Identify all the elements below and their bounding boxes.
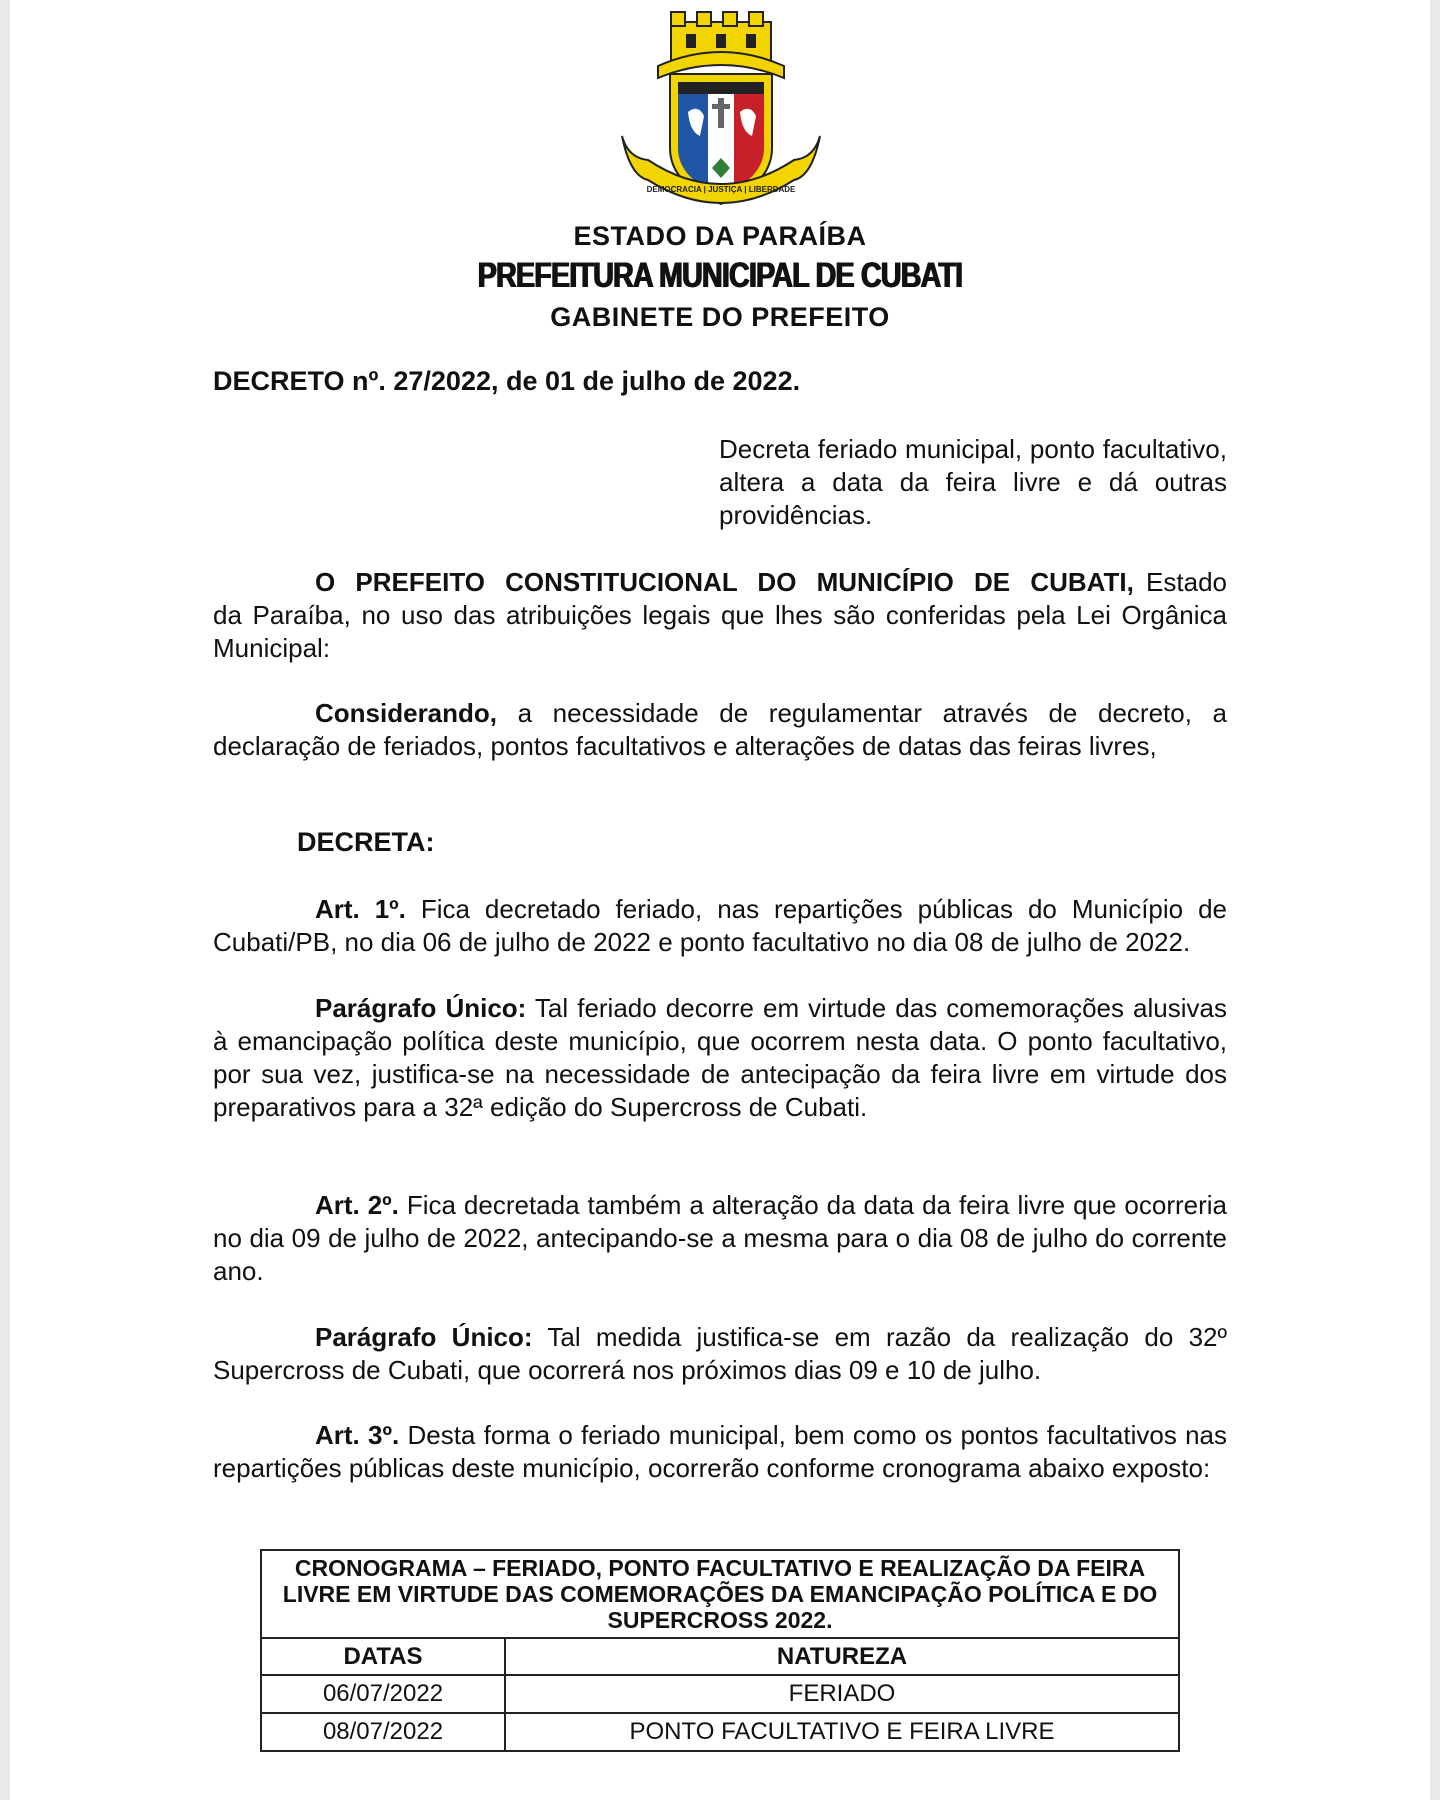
preamble-text: Estado da Paraíba, no uso das atribuições legais que lhes são conferidas pela Lei Orgânica Municipal: xyxy=(213,567,1227,663)
preamble-bold: O PREFEITO CONSTITUCIONAL DO MUNICÍPIO DE CUBATI, xyxy=(315,567,1134,597)
article-1-text: Fica decretado feriado, nas repartições públicas do Município de Cubati/PB, no dia 06 de julho de 2022 e ponto facultativo no dia 08 de julho de 2022. xyxy=(213,894,1227,957)
article-2-label: Art. 2º. xyxy=(315,1190,399,1220)
schedule-caption: CRONOGRAMA – FERIADO, PONTO FACULTATIVO E REALIZAÇÃO DA FEIRA LIVRE EM VIRTUDE DAS COMEMORAÇÕES DA EMANCIPAÇÃO POLÍTICA E DO SUPERCROSS 2022. xyxy=(261,1550,1179,1638)
state-heading: ESTADO DA PARAÍBA xyxy=(573,221,867,251)
office-heading: GABINETE DO PREFEITO xyxy=(550,302,890,332)
article-3-text: Desta forma o feriado municipal, bem como os pontos facultativos nas repartições públicas deste município, ocorrerão conforme cronograma abaixo exposto: xyxy=(213,1420,1228,1483)
decree-title: DECRETO nº. 27/2022, de 01 de julho de 2022. xyxy=(213,366,801,396)
article-1-sole-paragraph xyxy=(213,992,1227,1124)
article-1 xyxy=(213,893,1227,959)
article-2 xyxy=(213,1189,1227,1288)
schedule-table xyxy=(260,1549,1180,1752)
column-header-dates: DATAS xyxy=(261,1638,505,1675)
article-3-label: Art. 3º. xyxy=(315,1420,400,1450)
city-hall-heading: PREFEITURA MUNICIPAL DE CUBATI xyxy=(477,256,963,295)
crest-motto: DEMOCRACIA | JUSTIÇA | LIBERDADE xyxy=(646,185,796,194)
article-1-paragraph-text: Tal feriado decorre em virtude das comemorações alusivas à emancipação política deste município, que ocorrem nesta data. O ponto facultativo, por sua vez, justifica-se na necessidade de antecipação da feira livre em virtude dos preparativos para a 32ª edição do Supercross de Cubati. xyxy=(213,993,1227,1122)
considering-bold: Considerando, xyxy=(315,698,498,728)
article-2-sole-paragraph xyxy=(213,1321,1227,1387)
decree-summary: Decreta feriado municipal, ponto facultativo, altera a data da feira livre e dá outras providências. xyxy=(719,434,1227,530)
article-2-paragraph-text: Tal medida justifica-se em razão da realização do 32º Supercross de Cubati, que ocorrerá nos próximos dias 09 e 10 de julho. xyxy=(213,1322,1227,1385)
date-cell: 06/07/2022 xyxy=(261,1675,505,1713)
decreta-heading: DECRETA: xyxy=(297,827,435,857)
article-1-label: Art. 1º. xyxy=(315,894,406,924)
nature-cell: FERIADO xyxy=(505,1675,1179,1713)
article-3 xyxy=(213,1419,1227,1485)
preamble-paragraph xyxy=(213,566,1227,665)
article-2-text: Fica decretada também a alteração da data da feira livre que ocorreria no dia 09 de julho de 2022, antecipando-se a mesma para o dia 08 de julho do corrente ano. xyxy=(213,1190,1227,1286)
column-header-nature: NATUREZA xyxy=(505,1638,1179,1675)
table-row xyxy=(261,1713,1179,1751)
table-row xyxy=(261,1675,1179,1713)
article-2-paragraph-label: Parágrafo Único: xyxy=(315,1322,533,1352)
nature-cell: PONTO FACULTATIVO E FEIRA LIVRE xyxy=(505,1713,1179,1751)
article-1-paragraph-label: Parágrafo Único: xyxy=(315,993,527,1023)
considering-text: a necessidade de regulamentar através de decreto, a declaração de feriados, pontos facultativos e alterações de datas das feiras livres, xyxy=(213,698,1227,761)
considering-paragraph xyxy=(213,697,1227,763)
date-cell: 08/07/2022 xyxy=(261,1713,505,1751)
coat-of-arms-logo xyxy=(608,8,834,218)
